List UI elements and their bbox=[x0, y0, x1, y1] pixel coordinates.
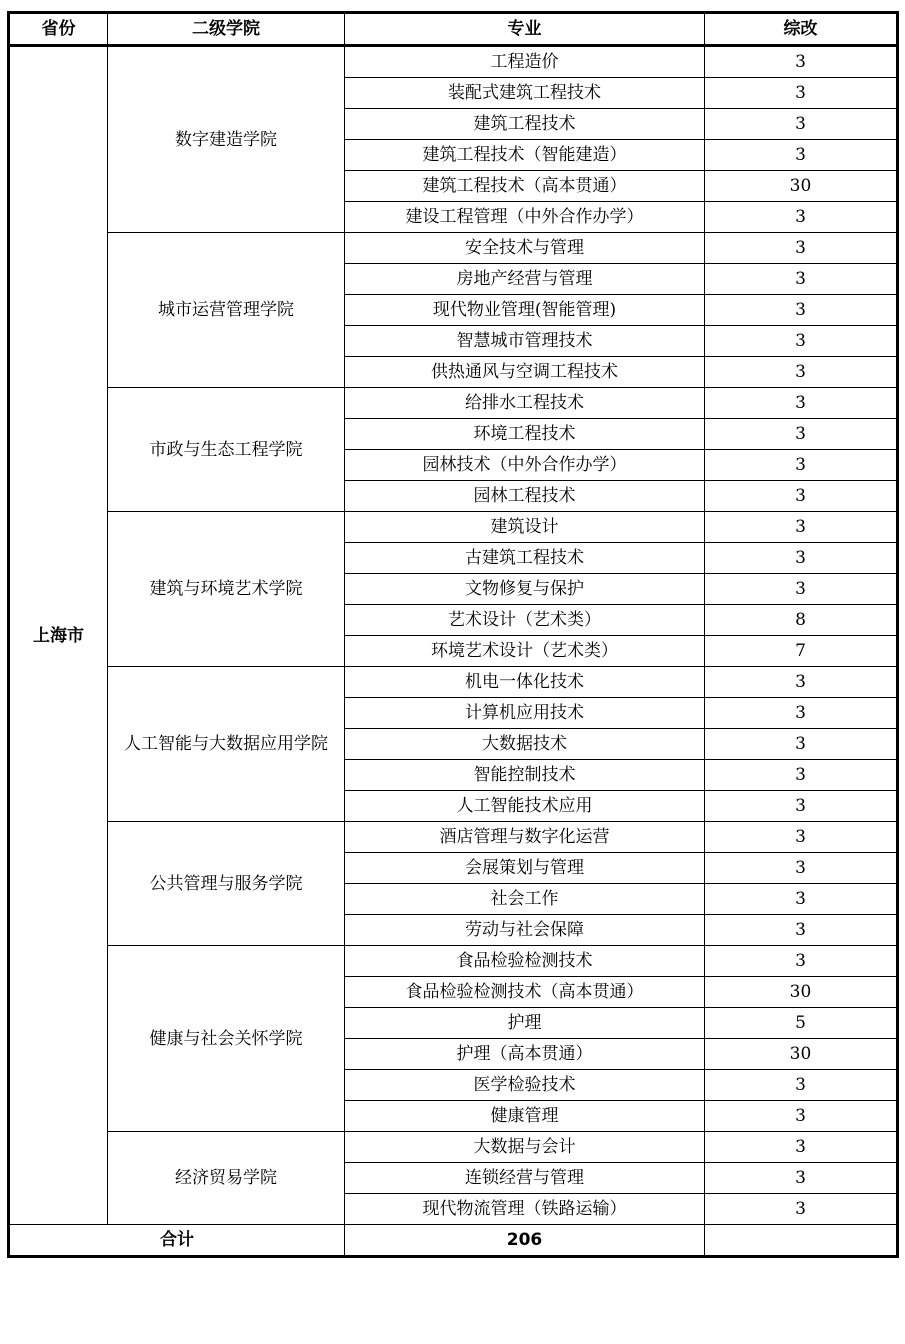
table-row bbox=[9, 512, 898, 543]
count-cell: 3 bbox=[705, 481, 898, 512]
major-cell: 建筑设计 bbox=[345, 512, 705, 543]
header-college: 二级学院 bbox=[108, 13, 345, 46]
college-cell: 健康与社会关怀学院 bbox=[108, 946, 345, 1132]
table-row bbox=[9, 233, 898, 264]
college-cell: 经济贸易学院 bbox=[108, 1132, 345, 1225]
total-label: 合计 bbox=[9, 1225, 345, 1257]
college-cell: 建筑与环境艺术学院 bbox=[108, 512, 345, 667]
major-cell: 社会工作 bbox=[345, 884, 705, 915]
major-cell: 护理 bbox=[345, 1008, 705, 1039]
count-cell: 30 bbox=[705, 977, 898, 1008]
major-cell: 智慧城市管理技术 bbox=[345, 326, 705, 357]
count-cell: 3 bbox=[705, 822, 898, 853]
college-cell: 市政与生态工程学院 bbox=[108, 388, 345, 512]
count-cell: 3 bbox=[705, 1101, 898, 1132]
count-cell: 5 bbox=[705, 1008, 898, 1039]
table-row bbox=[9, 667, 898, 698]
count-cell: 3 bbox=[705, 667, 898, 698]
count-cell: 3 bbox=[705, 543, 898, 574]
major-cell: 建筑工程技术 bbox=[345, 109, 705, 140]
major-cell: 现代物业管理(智能管理) bbox=[345, 295, 705, 326]
total-value: 206 bbox=[345, 1225, 705, 1257]
count-cell: 3 bbox=[705, 419, 898, 450]
count-cell: 3 bbox=[705, 202, 898, 233]
major-cell: 装配式建筑工程技术 bbox=[345, 78, 705, 109]
major-cell: 环境艺术设计（艺术类） bbox=[345, 636, 705, 667]
major-cell: 连锁经营与管理 bbox=[345, 1163, 705, 1194]
count-cell: 3 bbox=[705, 698, 898, 729]
major-cell: 健康管理 bbox=[345, 1101, 705, 1132]
count-cell: 3 bbox=[705, 574, 898, 605]
count-cell: 3 bbox=[705, 946, 898, 977]
major-cell: 房地产经营与管理 bbox=[345, 264, 705, 295]
count-cell: 3 bbox=[705, 46, 898, 78]
major-cell: 计算机应用技术 bbox=[345, 698, 705, 729]
major-cell: 艺术设计（艺术类） bbox=[345, 605, 705, 636]
major-cell: 建筑工程技术（智能建造） bbox=[345, 140, 705, 171]
count-cell: 3 bbox=[705, 109, 898, 140]
major-cell: 智能控制技术 bbox=[345, 760, 705, 791]
count-cell: 3 bbox=[705, 1132, 898, 1163]
major-cell: 建设工程管理（中外合作办学） bbox=[345, 202, 705, 233]
major-cell: 大数据技术 bbox=[345, 729, 705, 760]
major-cell: 园林工程技术 bbox=[345, 481, 705, 512]
count-cell: 3 bbox=[705, 78, 898, 109]
major-cell: 给排水工程技术 bbox=[345, 388, 705, 419]
count-cell: 3 bbox=[705, 233, 898, 264]
college-cell: 城市运营管理学院 bbox=[108, 233, 345, 388]
count-cell: 30 bbox=[705, 1039, 898, 1070]
count-cell: 3 bbox=[705, 791, 898, 822]
count-cell: 3 bbox=[705, 760, 898, 791]
table-body bbox=[9, 46, 898, 1257]
major-cell: 护理（高本贯通） bbox=[345, 1039, 705, 1070]
major-cell: 文物修复与保护 bbox=[345, 574, 705, 605]
major-cell: 供热通风与空调工程技术 bbox=[345, 357, 705, 388]
count-cell: 3 bbox=[705, 512, 898, 543]
province-cell: 上海市 bbox=[9, 46, 108, 1225]
major-cell: 环境工程技术 bbox=[345, 419, 705, 450]
header-row bbox=[9, 13, 898, 46]
count-cell: 3 bbox=[705, 450, 898, 481]
count-cell: 3 bbox=[705, 264, 898, 295]
count-cell: 3 bbox=[705, 1163, 898, 1194]
major-cell: 现代物流管理（铁路运输） bbox=[345, 1194, 705, 1225]
total-row bbox=[9, 1225, 898, 1257]
major-cell: 食品检验检测技术（高本贯通） bbox=[345, 977, 705, 1008]
header-province: 省份 bbox=[9, 13, 108, 46]
major-cell: 安全技术与管理 bbox=[345, 233, 705, 264]
count-cell: 3 bbox=[705, 915, 898, 946]
major-cell: 人工智能技术应用 bbox=[345, 791, 705, 822]
major-cell: 工程造价 bbox=[345, 46, 705, 78]
table-row bbox=[9, 388, 898, 419]
major-cell: 大数据与会计 bbox=[345, 1132, 705, 1163]
major-cell: 古建筑工程技术 bbox=[345, 543, 705, 574]
count-cell: 3 bbox=[705, 729, 898, 760]
count-cell: 3 bbox=[705, 326, 898, 357]
count-cell: 3 bbox=[705, 357, 898, 388]
count-cell: 3 bbox=[705, 295, 898, 326]
count-cell: 3 bbox=[705, 884, 898, 915]
count-cell: 3 bbox=[705, 388, 898, 419]
college-cell: 数字建造学院 bbox=[108, 46, 345, 233]
major-cell: 酒店管理与数字化运营 bbox=[345, 822, 705, 853]
major-cell: 园林技术（中外合作办学） bbox=[345, 450, 705, 481]
major-cell: 食品检验检测技术 bbox=[345, 946, 705, 977]
count-cell: 8 bbox=[705, 605, 898, 636]
header-count: 综改 bbox=[705, 13, 898, 46]
count-cell: 3 bbox=[705, 1194, 898, 1225]
major-cell: 劳动与社会保障 bbox=[345, 915, 705, 946]
major-cell: 会展策划与管理 bbox=[345, 853, 705, 884]
enrollment-table bbox=[7, 11, 899, 1258]
table-row bbox=[9, 46, 898, 78]
major-cell: 建筑工程技术（高本贯通） bbox=[345, 171, 705, 202]
college-cell: 公共管理与服务学院 bbox=[108, 822, 345, 946]
count-cell: 7 bbox=[705, 636, 898, 667]
count-cell: 30 bbox=[705, 171, 898, 202]
table-row bbox=[9, 822, 898, 853]
count-cell: 3 bbox=[705, 140, 898, 171]
college-cell: 人工智能与大数据应用学院 bbox=[108, 667, 345, 822]
header-major: 专业 bbox=[345, 13, 705, 46]
count-cell: 3 bbox=[705, 1070, 898, 1101]
table-row bbox=[9, 1132, 898, 1163]
table-row bbox=[9, 946, 898, 977]
major-cell: 医学检验技术 bbox=[345, 1070, 705, 1101]
count-cell: 3 bbox=[705, 853, 898, 884]
major-cell: 机电一体化技术 bbox=[345, 667, 705, 698]
